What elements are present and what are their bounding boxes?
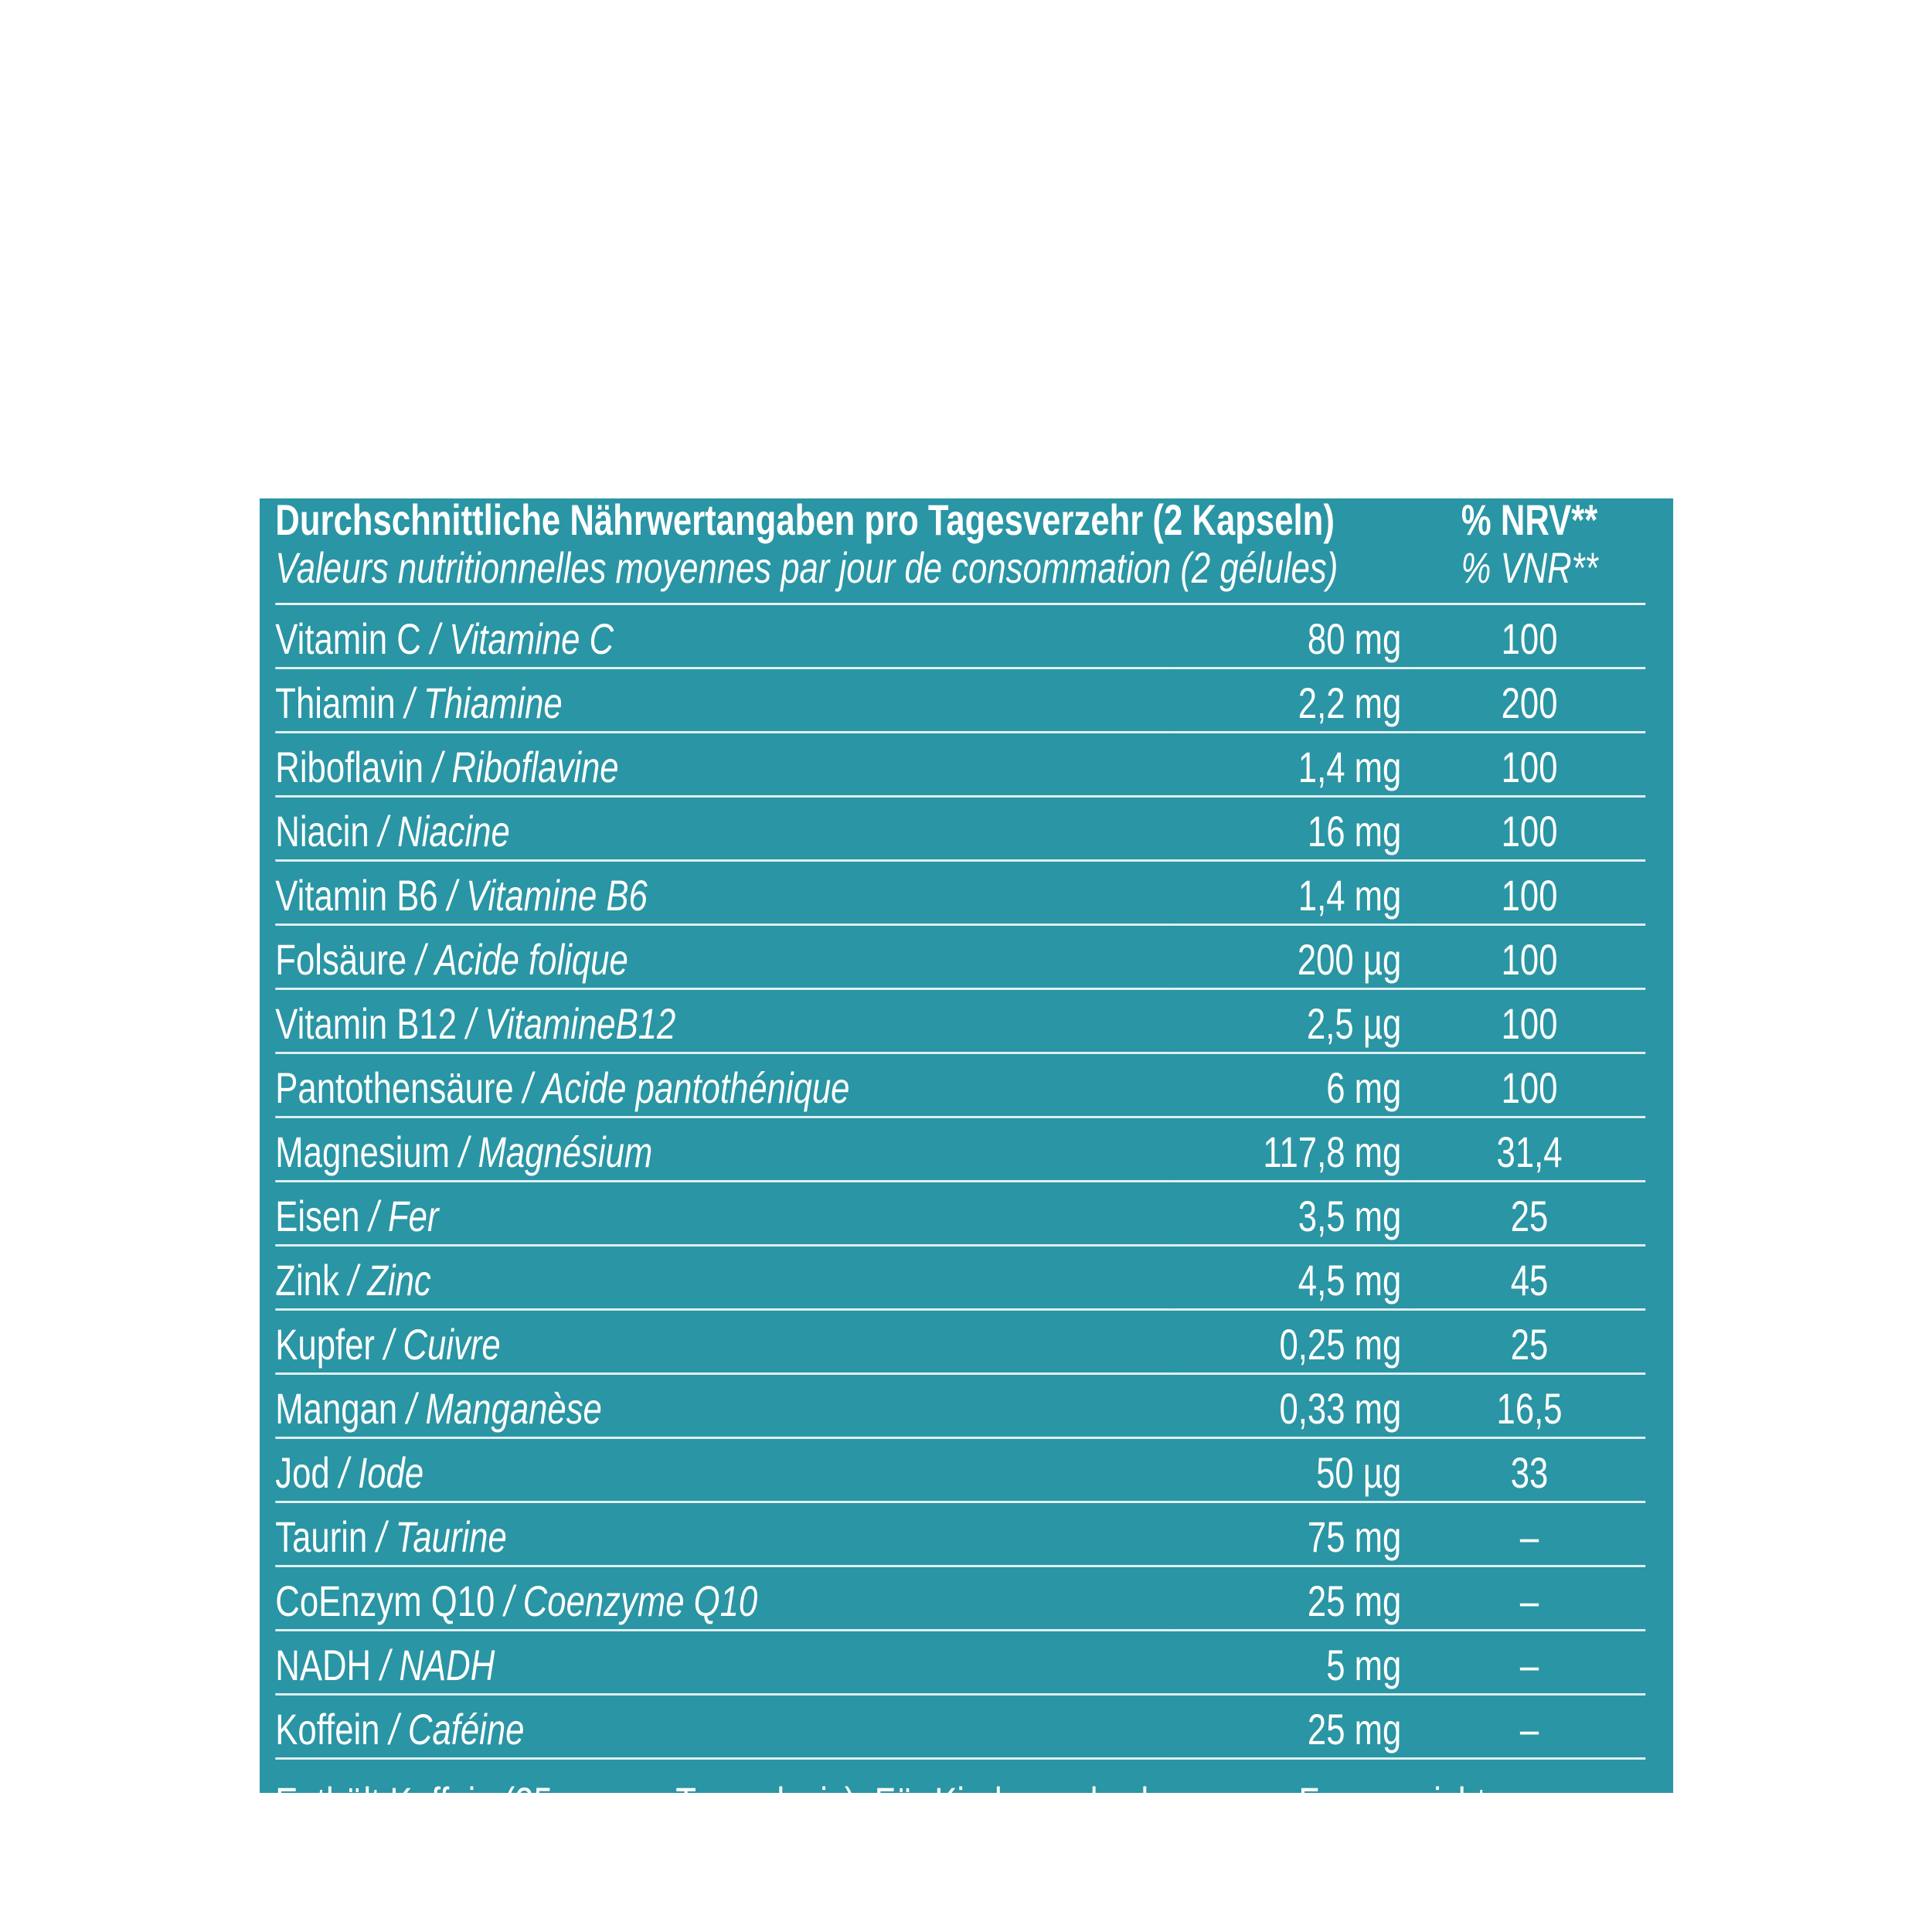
nrv-percent-cell: 100	[1413, 861, 1645, 925]
nrv-percent-cell: –	[1413, 1695, 1645, 1759]
amount-cell: 3,5 mg	[1172, 1182, 1413, 1246]
nutrient-name-cell	[275, 1117, 1172, 1182]
table-row	[275, 605, 1645, 668]
nrv-percent-cell: 200	[1413, 668, 1645, 733]
nrv-percent-cell: 25	[1413, 1182, 1645, 1246]
amount-cell: 5 mg	[1172, 1631, 1413, 1695]
table-row	[275, 1695, 1645, 1759]
nutrient-name-cell	[275, 1246, 1172, 1310]
amount-cell: 117,8 mg	[1172, 1117, 1413, 1182]
nutrient-name-de: Jod	[275, 1448, 330, 1497]
nutrient-name-fr: / Riboflavine	[423, 743, 619, 791]
amount-cell: 2,5 µg	[1172, 989, 1413, 1053]
nutrient-name-fr: / Niacine	[369, 807, 510, 855]
amount-cell: 25 mg	[1172, 1566, 1413, 1631]
nutrient-name-de: Eisen	[275, 1192, 360, 1240]
nutrient-name-de: Taurin	[275, 1512, 368, 1561]
nutrient-name-fr: / Thiamine	[396, 679, 563, 727]
nutrition-table-body	[275, 605, 1645, 1759]
nrv-percent-cell: 100	[1413, 925, 1645, 989]
nutrient-name-de: Folsäure	[275, 935, 407, 984]
amount-cell: 16 mg	[1172, 797, 1413, 861]
nutrient-name-cell	[275, 1374, 1172, 1438]
nutrient-name-cell	[275, 1566, 1172, 1631]
table-row	[275, 797, 1645, 861]
table-row	[275, 1053, 1645, 1117]
nrv-percent-cell: –	[1413, 1631, 1645, 1695]
amount-cell: 0,33 mg	[1172, 1374, 1413, 1438]
nutrient-name-cell	[275, 1695, 1172, 1759]
nutrient-name-fr: / Iode	[330, 1448, 423, 1497]
nutrient-name-de: Vitamin B12	[275, 999, 457, 1048]
amount-cell: 1,4 mg	[1172, 861, 1413, 925]
header-title-de: Durchschnittliche Nährwertangaben pro Tagesverzehr (2 Kapseln)	[275, 495, 1335, 544]
table-row	[275, 1117, 1645, 1182]
table-row	[275, 861, 1645, 925]
nutrient-name-de: Magnesium	[275, 1128, 451, 1176]
nutrient-name-de: Thiamin	[275, 679, 396, 727]
nutrient-name-fr: / Acide folique	[406, 935, 628, 984]
nutrient-name-fr: / Cuivre	[375, 1320, 501, 1369]
nutrient-name-de: Pantothensäure	[275, 1063, 514, 1112]
nutrient-name-de: Koffein	[275, 1705, 380, 1753]
nutrient-name-fr: / Magnésium	[450, 1128, 652, 1176]
amount-cell: 75 mg	[1172, 1502, 1413, 1566]
nutrient-name-fr: / Acide pantothénique	[514, 1063, 850, 1112]
amount-cell: 0,25 mg	[1172, 1310, 1413, 1374]
amount-cell: 2,2 mg	[1172, 668, 1413, 733]
nutrient-name-cell	[275, 797, 1172, 861]
nutrient-name-fr: / Fer	[360, 1192, 439, 1240]
nutrient-name-de: Mangan	[275, 1384, 398, 1433]
table-row	[275, 1566, 1645, 1631]
nutrition-panel	[260, 495, 1673, 1879]
amount-cell: 200 µg	[1172, 925, 1413, 989]
nutrient-name-fr: / Coenzyme Q10	[495, 1577, 757, 1625]
amount-cell: 25 mg	[1172, 1695, 1413, 1759]
nutrition-table	[275, 605, 1645, 1760]
nutrient-name-de: Vitamin C	[275, 614, 421, 663]
table-row	[275, 1246, 1645, 1310]
nutrient-name-cell	[275, 1631, 1172, 1695]
nutrient-name-cell	[275, 1182, 1172, 1246]
nrv-header-block	[1413, 496, 1645, 592]
table-row	[275, 1310, 1645, 1374]
nrv-percent-cell: 100	[1413, 605, 1645, 668]
nutrient-name-cell	[275, 989, 1172, 1053]
nrv-percent-cell: 100	[1413, 1053, 1645, 1117]
nutrient-name-de: Kupfer	[275, 1320, 375, 1369]
amount-cell: 50 µg	[1172, 1438, 1413, 1502]
nrv-percent-cell: 31,4	[1413, 1117, 1645, 1182]
nutrient-name-de: Riboflavin	[275, 743, 424, 791]
amount-cell: 80 mg	[1172, 605, 1413, 668]
nutrient-name-cell	[275, 925, 1172, 989]
footer-note: Enthält Koffein (25 mg pro Tagesdosis). Für Kinder und schwangere Frauen nicht empfohlen.	[275, 1778, 1487, 1879]
table-row	[275, 1502, 1645, 1566]
nutrient-name-de: Zink	[275, 1256, 339, 1304]
nrv-percent-cell: 45	[1413, 1246, 1645, 1310]
nutrient-name-cell	[275, 1502, 1172, 1566]
table-row	[275, 925, 1645, 989]
table-row	[275, 668, 1645, 733]
nutrient-name-fr: / Zinc	[339, 1256, 431, 1304]
nutrient-name-cell	[275, 668, 1172, 733]
nutrient-name-cell	[275, 861, 1172, 925]
nrv-percent-cell: 16,5	[1413, 1374, 1645, 1438]
nutrient-name-fr: / Manganèse	[397, 1384, 602, 1433]
amount-cell: 1,4 mg	[1172, 733, 1413, 797]
nrv-percent-cell: 100	[1413, 989, 1645, 1053]
nutrient-name-cell	[275, 1310, 1172, 1374]
nutrient-name-fr: / Taurine	[367, 1512, 507, 1561]
nutrient-name-fr: / NADH	[371, 1641, 495, 1689]
nrv-header-de: % NRV**	[1461, 495, 1598, 544]
nrv-percent-cell: 100	[1413, 797, 1645, 861]
nutrient-name-de: Vitamin B6	[275, 871, 438, 920]
amount-cell: 6 mg	[1172, 1053, 1413, 1117]
nrv-percent-cell: –	[1413, 1566, 1645, 1631]
nutrient-name-fr: / Caféine	[379, 1705, 524, 1753]
nutrient-name-cell	[275, 733, 1172, 797]
header-title-fr: Valeurs nutritionnelles moyennes par jour de consommation (2 gélules)	[275, 543, 1338, 592]
nrv-percent-cell: 100	[1413, 733, 1645, 797]
table-row	[275, 733, 1645, 797]
nrv-percent-cell: 25	[1413, 1310, 1645, 1374]
nutrient-name-cell	[275, 1438, 1172, 1502]
nutrient-name-de: Niacin	[275, 807, 369, 855]
amount-cell: 4,5 mg	[1172, 1246, 1413, 1310]
table-row	[275, 1182, 1645, 1246]
nrv-percent-cell: –	[1413, 1502, 1645, 1566]
table-row	[275, 989, 1645, 1053]
nutrient-name-cell	[275, 1053, 1172, 1117]
table-header	[275, 495, 1645, 605]
nutrient-name-fr: / Vitamine B6	[438, 871, 648, 920]
table-row	[275, 1631, 1645, 1695]
nutrient-name-de: NADH	[275, 1641, 372, 1689]
nrv-percent-cell: 33	[1413, 1438, 1645, 1502]
nutrient-name-de: CoEnzym Q10	[275, 1577, 495, 1625]
nutrient-name-fr: / VitamineB12	[457, 999, 675, 1048]
nrv-header-fr: % VNR**	[1461, 543, 1598, 592]
table-row	[275, 1438, 1645, 1502]
header-title-block	[275, 496, 1413, 592]
table-row	[275, 1374, 1645, 1438]
nutrient-name-cell	[275, 605, 1172, 668]
nutrient-name-fr: / Vitamine C	[421, 614, 614, 663]
